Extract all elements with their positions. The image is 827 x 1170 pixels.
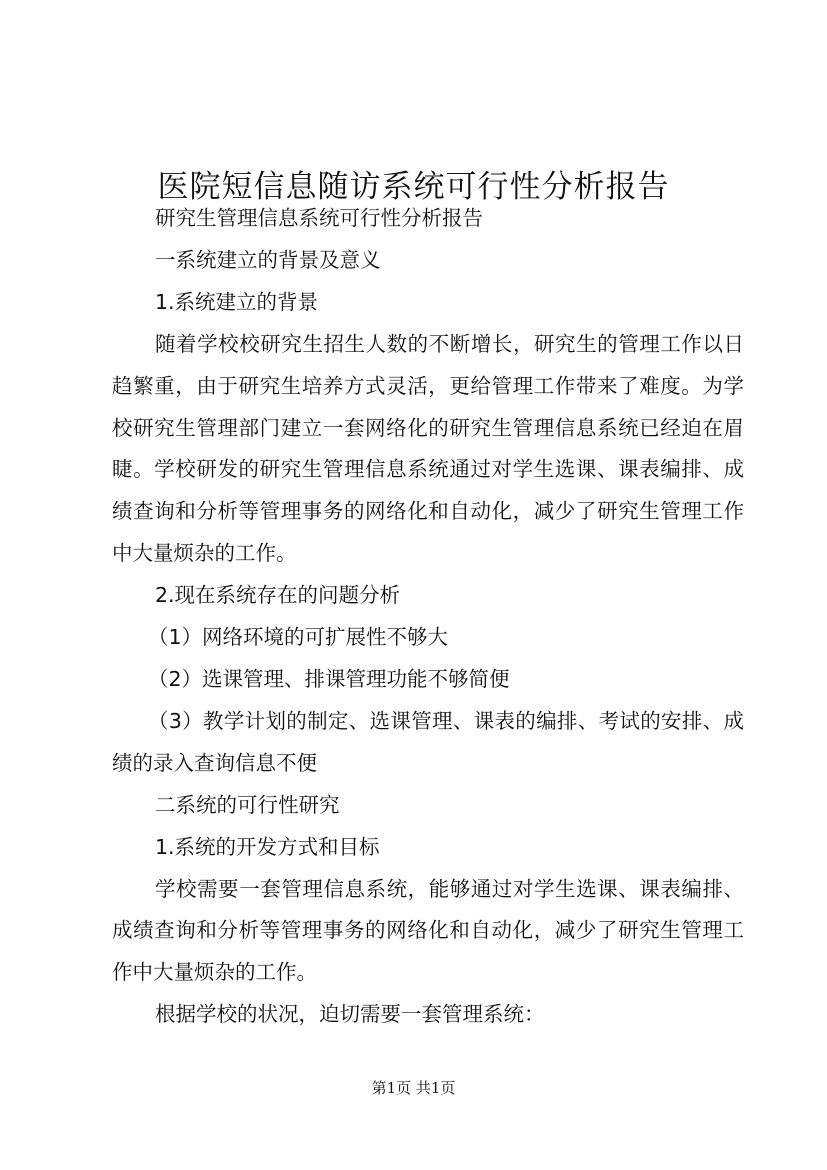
heading-development-goals: 1.系统的开发方式和目标: [155, 834, 380, 859]
heading-background: 1.系统建立的背景: [155, 289, 319, 314]
document-body: [112, 198, 744, 1036]
paragraph-subtitle: 研究生管理信息系统可行性分析报告: [155, 206, 483, 230]
heading-section-2: 二系统的可行性研究: [155, 792, 340, 817]
list-item-problem-1: （1）网络环境的可扩展性不够大: [148, 625, 449, 650]
heading-problem-analysis: 2.现在系统存在的问题分析: [155, 583, 401, 608]
list-item-problem-3: （3）教学计划的制定、选课管理、课表的编排、考试的安排、成绩的录入查询信息不便: [112, 708, 744, 775]
paragraph-requirements: 学校需要一套管理信息系统，能够通过对学生选课、课表编排、成绩查询和分析等管理事务的网络化和自动化，减少了研究生管理工作中大量烦杂的工作。: [112, 876, 744, 985]
paragraph-conclusion: 根据学校的状况，迫切需要一套管理系统：: [155, 1002, 545, 1027]
page-footer: 第1页 共1页: [371, 1079, 456, 1097]
document-title: 医院短信息随访系统可行性分析报告: [157, 168, 670, 205]
paragraph-background: 随着学校校研究生招生人数的不断增长，研究生的管理工作以日趋繁重，由于研究生培养方式灵活，更给管理工作带来了难度。为学校研究生管理部门建立一套网络化的研究生管理信息系统已经迫在眉睫。学校研发的研究生管理信息系统通过对学生选课、课表编排、成绩查询和分析等管理事务的网络化和自动化，减少了研究生管理工作中大量烦杂的工作。: [112, 331, 744, 566]
list-item-problem-2: （2）选课管理、排课管理功能不够简便: [148, 666, 510, 691]
heading-section-1: 一系统建立的背景及意义: [155, 247, 381, 272]
